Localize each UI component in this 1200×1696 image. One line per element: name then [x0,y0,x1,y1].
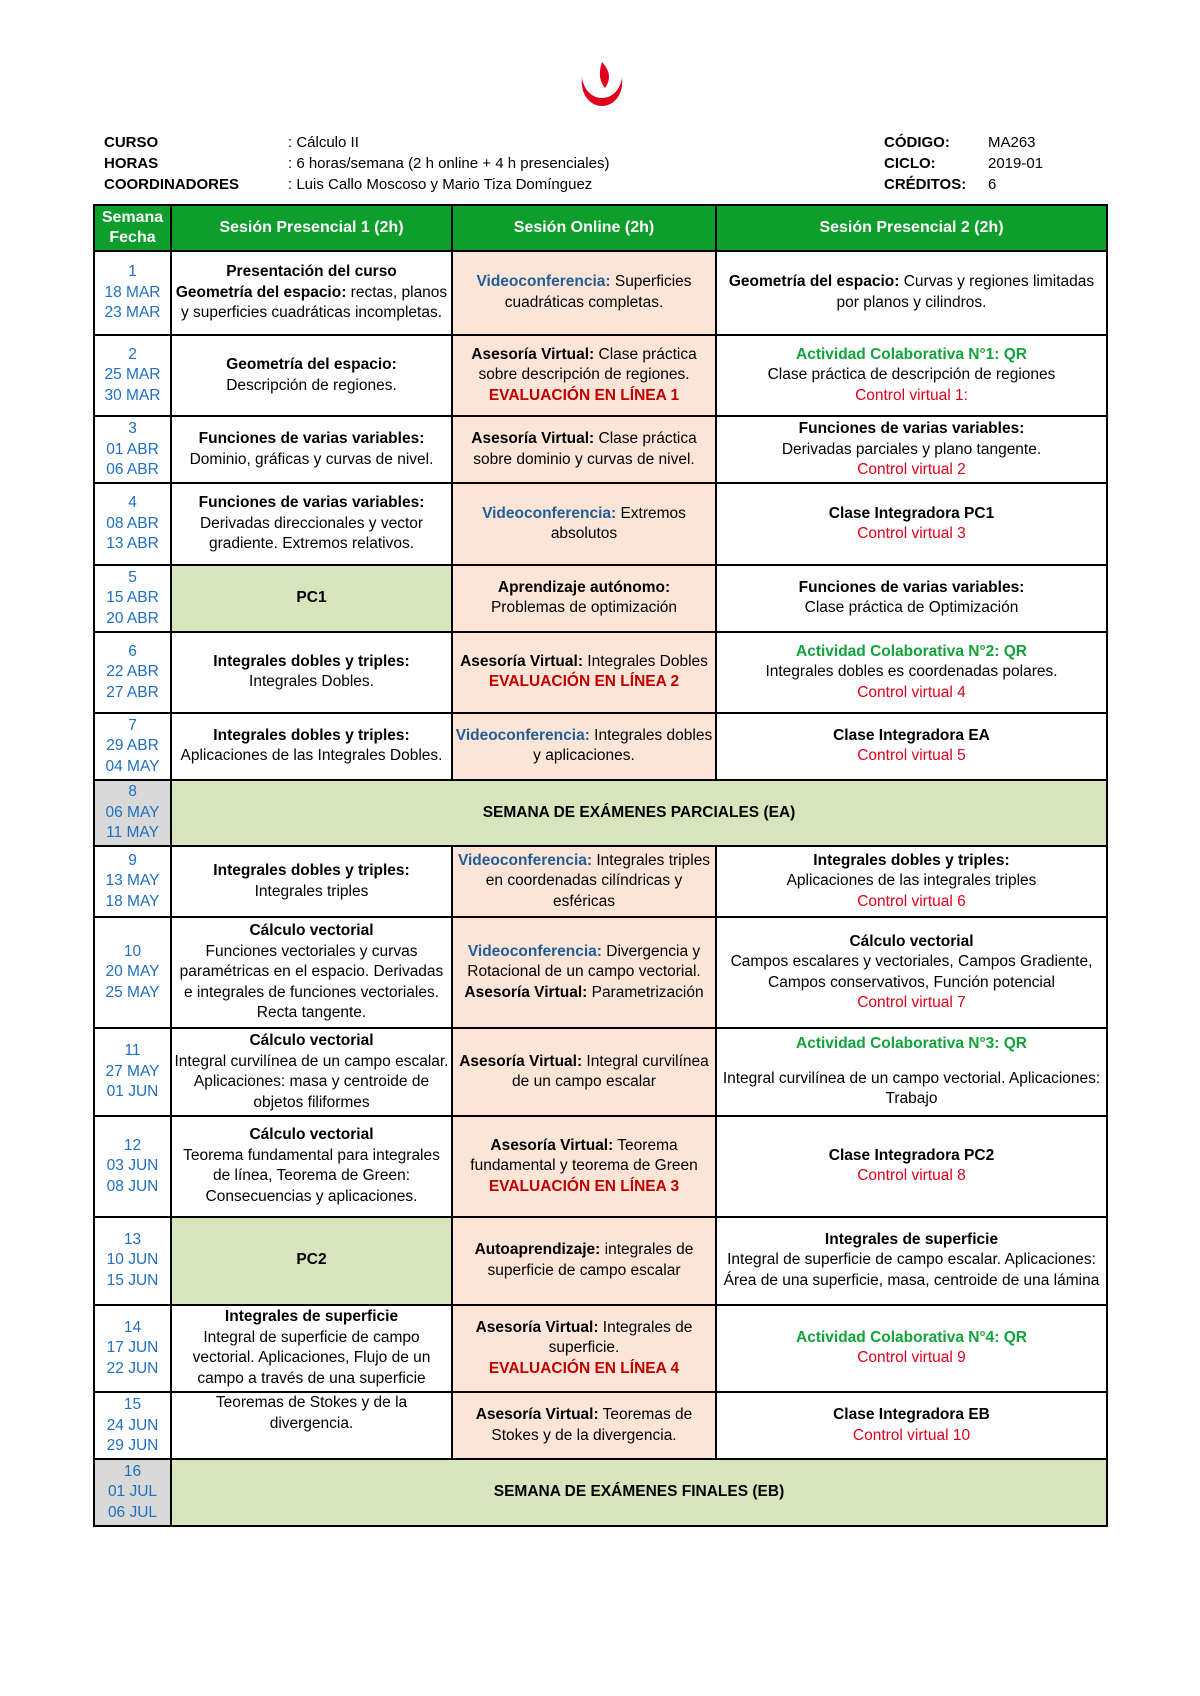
online-session-cell [452,251,716,335]
week-end: 23 MAR [104,304,161,322]
online-session-cell [452,416,716,483]
online-session-cell [452,483,716,565]
week-start: 03 JUN [106,1157,159,1175]
week-cell [94,713,171,779]
virtual-control: Control virtual 5 [857,747,966,765]
online-evaluation: EVALUACIÓN EN LÍNEA 2 [488,673,680,691]
session-2-cell [716,1116,1107,1216]
session-2-cell [716,483,1107,565]
session-topic: Cálculo vectorial [849,932,974,950]
exam-week-cell: SEMANA DE EXÁMENES PARCIALES (EA) [171,780,1107,846]
week-cell [94,1305,171,1393]
session-text: Integral de superficie de campo escalar. Aplicaciones: Área de una superficie, masa, centroide de una lámina [723,1251,1100,1289]
online-text: Integrales de superficie. [548,1318,693,1357]
week-number: 10 [123,942,142,960]
online-session-cell [452,917,716,1028]
week-start: 17 JUN [106,1339,159,1357]
online-session-cell [452,335,716,417]
session-title: Presentación del curso [226,263,397,281]
session-1-cell [171,416,452,483]
session-text: Aplicaciones de las Integrales Dobles. [180,747,443,765]
session-text: Integral curvilínea de un campo vectorial. Aplicaciones: Trabajo [722,1069,1101,1108]
online-text: Integrales triples en coordenadas cilíndricas y esféricas [485,851,711,910]
online-session-cell [452,713,716,779]
table-row [94,483,1107,565]
online-text-2: Parametrización [587,983,704,1001]
week-end: 18 MAY [105,892,160,910]
course-value: : Cálculo II [288,134,359,151]
week-cell [94,846,171,917]
online-text: Integrales Dobles [582,652,708,670]
online-session-cell [452,846,716,917]
week-cell [94,917,171,1028]
week-number: 6 [128,642,137,660]
week-number: 9 [128,851,137,869]
integrating-class: Clase Integradora PC1 [828,504,995,522]
session-2-cell [716,632,1107,714]
week-cell [94,251,171,335]
coordinators-value: : Luis Callo Moscoso y Mario Tiza Domínguez [288,176,593,193]
session-1-cell [171,846,452,917]
online-text: Teorema fundamental y teorema de Green [470,1136,698,1175]
header-semana-fecha [94,205,171,251]
table-row [94,713,1107,779]
week-end: 27 ABR [106,683,159,701]
week-cell [94,780,171,846]
code-label: CÓDIGO: [884,134,950,151]
week-cell [94,565,171,631]
online-label: Asesoría Virtual: [460,652,583,670]
session-text: Campos escalares y vectoriales, Campos Gradiente, Campos conservativos, Función potencial [730,953,1093,991]
session-topic: Cálculo vectorial [249,1032,374,1050]
exam-week-cell: SEMANA DE EXÁMENES FINALES (EB) [171,1459,1107,1526]
table-row [94,565,1107,631]
table-row [94,780,1107,846]
session-text: Funciones vectoriales y curvas paramétricas en el espacio. Derivadas e integrales de funciones vectoriales. Recta tangente. [179,942,444,1022]
week-start: 01 JUL [107,1483,158,1501]
week-end: 11 MAY [106,824,159,842]
week-number: 2 [128,345,137,363]
session-1-cell [171,1392,452,1459]
coordinators-label: COORDINADORES [104,176,240,193]
week-cell [94,1392,171,1459]
week-number: 16 [123,1462,142,1480]
week-start: 20 MAY [105,963,160,981]
cycle-value: 2019-01 [988,155,1044,172]
collaborative-activity: Actividad Colaborativa N°2: QR [796,642,1027,660]
header-row-hours [104,153,1110,174]
week-end: 06 ABR [106,461,159,479]
session-2-cell [716,846,1107,917]
online-label-2: Asesoría Virtual: [464,983,588,1001]
session-topic: Cálculo vectorial [249,1126,374,1144]
online-label: Aprendizaje autónomo: [497,578,671,596]
week-start: 15 ABR [106,589,159,607]
credits-label: CRÉDITOS: [884,176,967,193]
session-topic: Integrales de superficie [824,1230,999,1248]
integrating-class: Clase Integradora EB [833,1406,990,1424]
online-label: Videoconferencia: [467,942,602,960]
session-topic: Cálculo vectorial [249,922,374,940]
code-value: MA263 [988,134,1036,151]
week-start: 18 MAR [104,283,161,301]
schedule-table [93,204,1108,1527]
online-label: Autoaprendizaje: [474,1241,601,1259]
session-text: Integrales Dobles. [249,673,374,691]
week-cell [94,483,171,565]
session-text: Clase práctica de descripción de regiones [767,366,1056,384]
table-row [94,1305,1107,1393]
header-session-2: Sesión Presencial 2 (2h) [716,205,1107,251]
online-session-cell [452,1217,716,1305]
virtual-control: Control virtual 8 [857,1167,966,1185]
online-session-cell [452,1392,716,1459]
online-text: Problemas de optimización [490,599,678,617]
table-row [94,1217,1107,1305]
online-label: Asesoría Virtual: [490,1136,614,1154]
session-topic: Funciones de varias variables: [198,430,425,448]
session-2-cell [716,713,1107,779]
online-session-cell [452,1305,716,1393]
session-1-cell [171,917,452,1028]
online-label: Videoconferencia: [455,726,590,744]
online-label: Asesoría Virtual: [475,1318,599,1336]
session-topic: Integrales dobles y triples: [213,652,410,670]
session-2-cell [716,1392,1107,1459]
online-text: Integral curvilínea de un campo escalar [512,1052,709,1091]
session-text: Curvas y regiones limitadas por planos y cilindros. [836,273,1095,311]
week-number: 3 [128,420,137,438]
week-cell [94,416,171,483]
week-end: 15 JUN [106,1271,159,1289]
online-label: Asesoría Virtual: [459,1052,583,1070]
session-1-cell [171,713,452,779]
session-topic: Integrales de superficie [224,1308,399,1326]
table-row [94,1392,1107,1459]
online-label: Videoconferencia: [457,851,593,869]
table-row [94,846,1107,917]
week-cell [94,632,171,714]
week-start: 22 ABR [106,663,159,681]
session-topic: Funciones de varias variables: [798,578,1025,596]
session-text: Descripción de regiones. [226,376,397,394]
hours-label: HORAS [104,155,159,172]
table-row [94,1116,1107,1216]
week-end: 08 JUN [106,1177,159,1195]
table-row [94,335,1107,417]
week-cell [94,1459,171,1526]
integrating-class: Clase Integradora PC2 [828,1146,995,1164]
session-text: Aplicaciones de las integrales triples [786,872,1037,890]
online-session-cell [452,565,716,631]
online-text: Teoremas de Stokes y de la divergencia. [491,1406,693,1444]
table-row [94,416,1107,483]
virtual-control: Control virtual 1: [855,386,968,404]
week-end: 29 JUN [106,1437,159,1455]
session-topic: Geometría del espacio: [728,273,900,291]
session-1-cell [171,1305,452,1393]
header-semana: Semana [101,209,164,227]
table-row [94,251,1107,335]
pc-exam-cell: PC2 [171,1217,452,1305]
session-2-cell [716,1217,1107,1305]
online-label: Asesoría Virtual: [471,430,595,448]
session-2-cell [716,565,1107,631]
online-session-cell [452,1028,716,1116]
week-number: 5 [128,568,137,586]
week-end: 30 MAR [104,386,161,404]
university-logo [576,58,628,110]
session-text: Derivadas parciales y plano tangente. [781,440,1042,458]
week-end: 01 JUN [106,1083,159,1101]
virtual-control: Control virtual 2 [857,461,966,479]
table-row [94,1459,1107,1526]
pc-exam-cell: PC1 [171,565,452,631]
session-text: Integral curvilínea de un campo escalar. Aplicaciones: masa y centroide de objetos filiformes [174,1052,449,1111]
session-topic: Geometría del espacio: [175,283,347,301]
week-start: 08 ABR [106,514,159,532]
online-text: integrales de superficie de campo escalar [487,1241,694,1279]
week-cell [94,335,171,417]
online-label: Asesoría Virtual: [475,1406,599,1424]
week-number: 12 [123,1136,142,1154]
spacer [719,1055,1104,1069]
session-topic: Funciones de varias variables: [198,494,425,512]
week-end: 22 JUN [106,1359,159,1377]
week-cell [94,1028,171,1116]
virtual-control: Control virtual 10 [852,1426,971,1444]
virtual-control: Control virtual 3 [857,525,966,543]
week-start: 10 JUN [106,1251,159,1269]
hours-value: : 6 horas/semana (2 h online + 4 h presenciales) [288,155,610,172]
week-start: 27 MAY [105,1062,160,1080]
week-start: 01 ABR [106,440,159,458]
online-evaluation: EVALUACIÓN EN LÍNEA 3 [488,1177,680,1195]
session-topic: Integrales dobles y triples: [213,862,410,880]
week-end: 25 MAY [105,983,160,1001]
online-label: Asesoría Virtual: [471,345,595,363]
session-2-cell [716,335,1107,417]
online-evaluation: EVALUACIÓN EN LÍNEA 4 [488,1359,680,1377]
session-2-cell [716,1305,1107,1393]
week-start: 13 MAY [105,872,160,890]
week-number: 4 [128,494,137,512]
week-start: 29 ABR [106,737,159,755]
table-row [94,917,1107,1028]
online-session-cell [452,1116,716,1216]
online-session-cell [452,632,716,714]
online-text: Divergencia y Rotacional de un campo vectorial. [467,942,701,981]
session-text: Integrales dobles es coordenadas polares. [765,663,1058,681]
virtual-control: Control virtual 4 [857,683,966,701]
online-label: Videoconferencia: [476,273,611,291]
session-topic: Funciones de varias variables: [798,420,1025,438]
virtual-control: Control virtual 7 [857,994,966,1012]
collaborative-activity: Actividad Colaborativa N°1: QR [796,345,1027,363]
session-topic: Integrales dobles y triples: [213,726,410,744]
session-text: Integral de superficie de campo vectorial. Aplicaciones, Flujo de un campo a través de una superficie [192,1328,431,1387]
session-1-cell [171,1028,452,1116]
credits-value: 6 [988,176,997,193]
week-number: 7 [128,716,137,734]
table-row [94,1028,1107,1116]
online-text: Clase práctica sobre descripción de regiones. [478,345,697,384]
header-row-coordinators [104,174,1110,195]
week-number: 14 [123,1318,142,1336]
virtual-control: Control virtual 6 [857,892,966,910]
session-text: Derivadas direccionales y vector gradiente. Extremos relativos. [199,514,424,553]
session-1-cell [171,335,452,417]
week-cell [94,1116,171,1216]
header-fecha: Fecha [109,229,156,247]
table-header-row [94,205,1107,251]
cycle-label: CICLO: [884,155,936,172]
session-2-cell [716,917,1107,1028]
header-session-1: Sesión Presencial 1 (2h) [171,205,452,251]
session-1-cell [171,483,452,565]
week-end: 13 ABR [106,535,159,553]
session-topic: Integrales dobles y triples: [813,851,1010,869]
week-number: 1 [128,263,137,281]
header-row-course [104,132,1110,153]
collaborative-activity: Actividad Colaborativa N°4: QR [796,1328,1027,1346]
online-text: Superficies cuadráticas completas. [504,273,692,311]
online-text: Integrales dobles y aplicaciones. [533,726,713,765]
session-1-cell [171,1116,452,1216]
week-end: 06 JUL [107,1503,158,1521]
week-cell [94,1217,171,1305]
session-2-cell [716,416,1107,483]
virtual-control: Control virtual 9 [857,1349,966,1367]
online-text: Extremos absolutos [550,504,686,543]
logo-flame [600,62,609,88]
online-label: Videoconferencia: [482,504,617,522]
week-start: 24 JUN [106,1416,159,1434]
online-evaluation: EVALUACIÓN EN LÍNEA 1 [488,386,680,404]
week-start: 06 MAY [105,803,160,821]
week-number: 13 [123,1230,142,1248]
session-topic: Geometría del espacio: [226,356,397,374]
session-text: rectas, planos y superficies cuadráticas incompletas. [180,283,448,322]
course-label: CURSO [104,134,159,151]
session-text: Teorema fundamental para integrales de línea, Teorema de Green: Consecuencias y aplicaciones. [183,1146,440,1205]
session-2-cell [716,251,1107,335]
session-1-cell [171,251,452,335]
week-number: 15 [123,1396,142,1414]
integrating-class: Clase Integradora EA [833,726,990,744]
session-text: Integrales triples [254,882,369,900]
week-number: 11 [124,1042,141,1060]
session-text: Teoremas de Stokes y de la divergencia. [215,1394,408,1432]
session-1-cell [171,632,452,714]
week-end: 20 ABR [106,609,159,627]
online-text: Clase práctica sobre dominio y curvas de nivel. [473,430,697,468]
week-start: 25 MAR [104,366,161,384]
week-number: 8 [128,783,137,801]
course-header [104,132,1110,195]
week-end: 04 MAY [105,757,160,775]
header-session-online: Sesión Online (2h) [452,205,716,251]
session-text: Dominio, gráficas y curvas de nivel. [189,450,434,468]
session-text: Clase práctica de Optimización [804,599,1019,617]
collaborative-activity: Actividad Colaborativa N°3: QR [796,1035,1027,1053]
table-row [94,632,1107,714]
session-2-cell [716,1028,1107,1116]
